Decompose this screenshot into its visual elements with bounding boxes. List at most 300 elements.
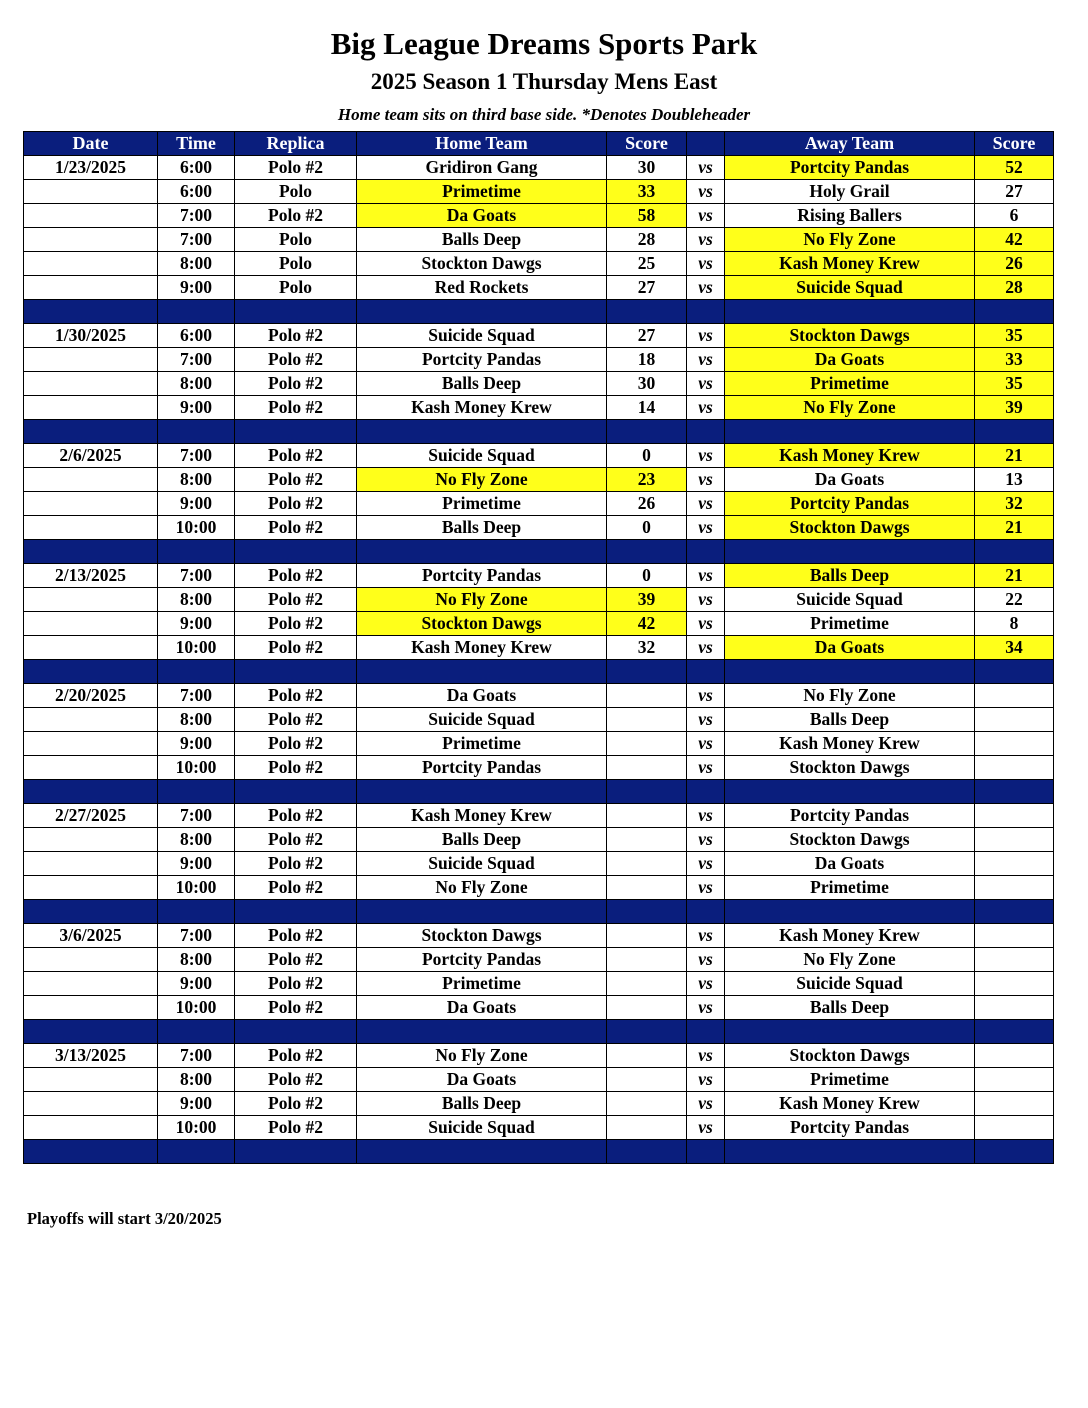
vs-label: vs	[687, 852, 725, 876]
away-score: 42	[975, 228, 1054, 252]
separator-cell	[24, 540, 158, 564]
home-team: Da Goats	[357, 684, 607, 708]
away-team: Holy Grail	[725, 180, 975, 204]
game-field: Polo	[235, 252, 357, 276]
vs-label: vs	[687, 276, 725, 300]
separator-cell	[975, 1140, 1054, 1164]
away-score	[975, 708, 1054, 732]
game-time: 9:00	[158, 972, 235, 996]
week-separator	[24, 660, 1054, 684]
vs-label: vs	[687, 444, 725, 468]
separator-cell	[687, 540, 725, 564]
separator-cell	[357, 780, 607, 804]
week-separator	[24, 900, 1054, 924]
home-score: 0	[607, 444, 687, 468]
away-score: 33	[975, 348, 1054, 372]
away-score	[975, 684, 1054, 708]
game-field: Polo #2	[235, 996, 357, 1020]
home-team: Suicide Squad	[357, 852, 607, 876]
game-row	[24, 972, 1054, 996]
game-date	[24, 732, 158, 756]
home-score	[607, 732, 687, 756]
home-score	[607, 756, 687, 780]
away-team: Portcity Pandas	[725, 804, 975, 828]
game-time: 8:00	[158, 468, 235, 492]
separator-cell	[357, 900, 607, 924]
vs-label: vs	[687, 1068, 725, 1092]
game-field: Polo #2	[235, 732, 357, 756]
away-score	[975, 756, 1054, 780]
game-date	[24, 1092, 158, 1116]
game-date	[24, 468, 158, 492]
away-team: Rising Ballers	[725, 204, 975, 228]
game-field: Polo #2	[235, 372, 357, 396]
home-team: Suicide Squad	[357, 444, 607, 468]
game-date	[24, 708, 158, 732]
col-header-home-score: Score	[607, 132, 687, 156]
separator-cell	[975, 660, 1054, 684]
game-field: Polo	[235, 228, 357, 252]
game-date: 2/6/2025	[24, 444, 158, 468]
game-row	[24, 876, 1054, 900]
playoffs-note: Playoffs will start 3/20/2025	[27, 1209, 222, 1228]
game-field: Polo #2	[235, 852, 357, 876]
vs-label: vs	[687, 1116, 725, 1140]
vs-label: vs	[687, 324, 725, 348]
vs-label: vs	[687, 588, 725, 612]
home-team: Red Rockets	[357, 276, 607, 300]
game-row	[24, 396, 1054, 420]
home-team: Da Goats	[357, 1068, 607, 1092]
away-team: Balls Deep	[725, 564, 975, 588]
away-score: 32	[975, 492, 1054, 516]
game-time: 9:00	[158, 852, 235, 876]
game-time: 8:00	[158, 828, 235, 852]
home-score	[607, 972, 687, 996]
game-time: 6:00	[158, 180, 235, 204]
week-separator	[24, 1140, 1054, 1164]
home-score	[607, 996, 687, 1020]
separator-cell	[607, 1140, 687, 1164]
vs-label: vs	[687, 372, 725, 396]
col-header-time: Time	[158, 132, 235, 156]
game-field: Polo #2	[235, 444, 357, 468]
separator-cell	[725, 1020, 975, 1044]
home-score: 27	[607, 276, 687, 300]
game-row	[24, 804, 1054, 828]
home-team: Da Goats	[357, 204, 607, 228]
game-date	[24, 852, 158, 876]
home-score	[607, 948, 687, 972]
separator-cell	[235, 420, 357, 444]
away-team: Kash Money Krew	[725, 1092, 975, 1116]
game-date	[24, 948, 158, 972]
away-team: Stockton Dawgs	[725, 756, 975, 780]
game-row	[24, 1092, 1054, 1116]
away-score: 35	[975, 324, 1054, 348]
col-header-vs	[687, 132, 725, 156]
game-field: Polo #2	[235, 564, 357, 588]
col-header-home-team: Home Team	[357, 132, 607, 156]
game-time: 9:00	[158, 732, 235, 756]
home-score	[607, 804, 687, 828]
away-team: Da Goats	[725, 348, 975, 372]
game-date	[24, 588, 158, 612]
away-team: No Fly Zone	[725, 396, 975, 420]
game-date: 1/23/2025	[24, 156, 158, 180]
separator-cell	[235, 1140, 357, 1164]
game-time: 8:00	[158, 252, 235, 276]
game-date: 3/13/2025	[24, 1044, 158, 1068]
vs-label: vs	[687, 252, 725, 276]
separator-cell	[357, 420, 607, 444]
separator-cell	[235, 780, 357, 804]
game-date: 2/20/2025	[24, 684, 158, 708]
game-field: Polo	[235, 276, 357, 300]
separator-cell	[725, 1140, 975, 1164]
away-score	[975, 1092, 1054, 1116]
away-score	[975, 924, 1054, 948]
home-team: Primetime	[357, 492, 607, 516]
home-score: 27	[607, 324, 687, 348]
game-date	[24, 372, 158, 396]
separator-cell	[975, 780, 1054, 804]
away-score: 8	[975, 612, 1054, 636]
game-time: 10:00	[158, 1116, 235, 1140]
col-header-away-team: Away Team	[725, 132, 975, 156]
game-field: Polo #2	[235, 948, 357, 972]
game-field: Polo #2	[235, 516, 357, 540]
home-score: 42	[607, 612, 687, 636]
home-score: 23	[607, 468, 687, 492]
away-team: No Fly Zone	[725, 684, 975, 708]
game-field: Polo #2	[235, 756, 357, 780]
vs-label: vs	[687, 756, 725, 780]
separator-cell	[158, 300, 235, 324]
game-time: 10:00	[158, 636, 235, 660]
game-field: Polo #2	[235, 204, 357, 228]
separator-cell	[158, 540, 235, 564]
week-separator	[24, 540, 1054, 564]
game-date	[24, 636, 158, 660]
separator-cell	[607, 420, 687, 444]
game-field: Polo #2	[235, 324, 357, 348]
game-row	[24, 204, 1054, 228]
away-score	[975, 732, 1054, 756]
game-time: 7:00	[158, 564, 235, 588]
game-date	[24, 972, 158, 996]
away-team: Kash Money Krew	[725, 252, 975, 276]
schedule-table	[23, 131, 1054, 1164]
game-row	[24, 516, 1054, 540]
away-team: Da Goats	[725, 636, 975, 660]
away-team: Primetime	[725, 612, 975, 636]
game-row	[24, 732, 1054, 756]
home-team: Suicide Squad	[357, 324, 607, 348]
game-date: 1/30/2025	[24, 324, 158, 348]
game-row	[24, 252, 1054, 276]
separator-cell	[24, 420, 158, 444]
away-team: Suicide Squad	[725, 276, 975, 300]
home-team: Gridiron Gang	[357, 156, 607, 180]
separator-cell	[235, 540, 357, 564]
away-score: 21	[975, 444, 1054, 468]
game-date	[24, 876, 158, 900]
vs-label: vs	[687, 492, 725, 516]
game-date	[24, 1116, 158, 1140]
game-row	[24, 324, 1054, 348]
separator-cell	[158, 780, 235, 804]
schedule-body	[24, 156, 1054, 1164]
separator-cell	[357, 300, 607, 324]
week-separator	[24, 780, 1054, 804]
away-score	[975, 1068, 1054, 1092]
vs-label: vs	[687, 396, 725, 420]
game-date	[24, 396, 158, 420]
home-score	[607, 924, 687, 948]
away-team: Portcity Pandas	[725, 156, 975, 180]
game-row	[24, 1116, 1054, 1140]
vs-label: vs	[687, 684, 725, 708]
home-team: Primetime	[357, 180, 607, 204]
away-team: Primetime	[725, 372, 975, 396]
game-field: Polo #2	[235, 492, 357, 516]
separator-cell	[357, 1140, 607, 1164]
home-team: Primetime	[357, 732, 607, 756]
home-team: Balls Deep	[357, 516, 607, 540]
home-score	[607, 1068, 687, 1092]
game-field: Polo #2	[235, 1092, 357, 1116]
separator-cell	[607, 1020, 687, 1044]
separator-cell	[975, 1020, 1054, 1044]
vs-label: vs	[687, 348, 725, 372]
game-field: Polo #2	[235, 396, 357, 420]
home-team: Suicide Squad	[357, 708, 607, 732]
vs-label: vs	[687, 948, 725, 972]
col-header-date: Date	[24, 132, 158, 156]
separator-cell	[607, 900, 687, 924]
separator-cell	[357, 540, 607, 564]
away-score	[975, 852, 1054, 876]
home-team: Kash Money Krew	[357, 396, 607, 420]
game-field: Polo #2	[235, 804, 357, 828]
away-team: Balls Deep	[725, 996, 975, 1020]
page-subtitle: 2025 Season 1 Thursday Mens East	[370, 69, 718, 94]
game-time: 9:00	[158, 396, 235, 420]
game-row	[24, 372, 1054, 396]
away-score	[975, 948, 1054, 972]
game-time: 9:00	[158, 612, 235, 636]
game-field: Polo #2	[235, 588, 357, 612]
game-time: 6:00	[158, 156, 235, 180]
game-time: 7:00	[158, 204, 235, 228]
vs-label: vs	[687, 516, 725, 540]
away-score: 34	[975, 636, 1054, 660]
away-score: 35	[975, 372, 1054, 396]
home-score: 30	[607, 156, 687, 180]
separator-cell	[158, 420, 235, 444]
game-field: Polo #2	[235, 708, 357, 732]
game-row	[24, 276, 1054, 300]
home-team: Da Goats	[357, 996, 607, 1020]
away-score	[975, 1044, 1054, 1068]
schedule-note: Home team sits on third base side. *Denotes Doubleheader	[337, 105, 751, 124]
vs-label: vs	[687, 636, 725, 660]
separator-cell	[725, 780, 975, 804]
game-time: 10:00	[158, 876, 235, 900]
home-team: Portcity Pandas	[357, 564, 607, 588]
away-score: 52	[975, 156, 1054, 180]
separator-cell	[725, 900, 975, 924]
away-score	[975, 972, 1054, 996]
away-score: 26	[975, 252, 1054, 276]
game-row	[24, 828, 1054, 852]
game-row	[24, 492, 1054, 516]
home-score: 58	[607, 204, 687, 228]
game-time: 10:00	[158, 516, 235, 540]
separator-cell	[687, 420, 725, 444]
col-header-replica: Replica	[235, 132, 357, 156]
game-date	[24, 180, 158, 204]
home-team: No Fly Zone	[357, 468, 607, 492]
vs-label: vs	[687, 876, 725, 900]
game-date	[24, 1068, 158, 1092]
away-score: 21	[975, 516, 1054, 540]
home-score: 0	[607, 564, 687, 588]
separator-cell	[687, 900, 725, 924]
away-team: Kash Money Krew	[725, 732, 975, 756]
game-time: 8:00	[158, 1068, 235, 1092]
separator-cell	[158, 900, 235, 924]
away-team: No Fly Zone	[725, 228, 975, 252]
separator-cell	[975, 540, 1054, 564]
vs-label: vs	[687, 564, 725, 588]
game-date	[24, 228, 158, 252]
game-date	[24, 276, 158, 300]
separator-cell	[235, 900, 357, 924]
away-score: 28	[975, 276, 1054, 300]
away-team: Primetime	[725, 1068, 975, 1092]
game-row	[24, 924, 1054, 948]
separator-cell	[24, 1020, 158, 1044]
home-score	[607, 1092, 687, 1116]
game-field: Polo #2	[235, 348, 357, 372]
separator-cell	[687, 300, 725, 324]
away-score	[975, 804, 1054, 828]
away-team: Stockton Dawgs	[725, 828, 975, 852]
home-team: Balls Deep	[357, 828, 607, 852]
game-time: 6:00	[158, 324, 235, 348]
separator-cell	[687, 660, 725, 684]
vs-label: vs	[687, 228, 725, 252]
home-score: 30	[607, 372, 687, 396]
separator-cell	[24, 300, 158, 324]
game-date	[24, 612, 158, 636]
separator-cell	[24, 660, 158, 684]
away-team: Balls Deep	[725, 708, 975, 732]
home-score	[607, 852, 687, 876]
away-team: Portcity Pandas	[725, 492, 975, 516]
vs-label: vs	[687, 180, 725, 204]
away-score: 22	[975, 588, 1054, 612]
game-time: 9:00	[158, 492, 235, 516]
game-date	[24, 492, 158, 516]
game-field: Polo #2	[235, 1044, 357, 1068]
separator-cell	[725, 540, 975, 564]
game-time: 7:00	[158, 684, 235, 708]
home-team: Portcity Pandas	[357, 348, 607, 372]
game-row	[24, 468, 1054, 492]
game-field: Polo	[235, 180, 357, 204]
game-field: Polo #2	[235, 924, 357, 948]
game-time: 7:00	[158, 924, 235, 948]
away-team: Primetime	[725, 876, 975, 900]
week-separator	[24, 300, 1054, 324]
game-field: Polo #2	[235, 1116, 357, 1140]
home-score	[607, 708, 687, 732]
home-score: 25	[607, 252, 687, 276]
game-row	[24, 156, 1054, 180]
vs-label: vs	[687, 804, 725, 828]
game-row	[24, 852, 1054, 876]
game-date	[24, 204, 158, 228]
separator-cell	[235, 300, 357, 324]
home-score: 18	[607, 348, 687, 372]
game-row	[24, 588, 1054, 612]
game-row	[24, 756, 1054, 780]
vs-label: vs	[687, 612, 725, 636]
game-row	[24, 180, 1054, 204]
game-row	[24, 228, 1054, 252]
vs-label: vs	[687, 1044, 725, 1068]
separator-cell	[357, 660, 607, 684]
away-team: No Fly Zone	[725, 948, 975, 972]
separator-cell	[975, 900, 1054, 924]
vs-label: vs	[687, 972, 725, 996]
separator-cell	[158, 1020, 235, 1044]
game-date	[24, 756, 158, 780]
vs-label: vs	[687, 924, 725, 948]
home-score: 28	[607, 228, 687, 252]
separator-cell	[975, 420, 1054, 444]
game-date	[24, 516, 158, 540]
away-score: 39	[975, 396, 1054, 420]
game-time: 10:00	[158, 756, 235, 780]
home-team: No Fly Zone	[357, 1044, 607, 1068]
game-time: 9:00	[158, 276, 235, 300]
game-field: Polo #2	[235, 468, 357, 492]
separator-cell	[725, 300, 975, 324]
away-team: Kash Money Krew	[725, 924, 975, 948]
away-team: Da Goats	[725, 468, 975, 492]
vs-label: vs	[687, 732, 725, 756]
separator-cell	[24, 780, 158, 804]
vs-label: vs	[687, 828, 725, 852]
game-field: Polo #2	[235, 1068, 357, 1092]
table-header-row	[24, 132, 1054, 156]
away-score: 13	[975, 468, 1054, 492]
home-team: Balls Deep	[357, 228, 607, 252]
away-team: Suicide Squad	[725, 972, 975, 996]
game-row	[24, 948, 1054, 972]
separator-cell	[607, 540, 687, 564]
away-team: Stockton Dawgs	[725, 324, 975, 348]
game-time: 8:00	[158, 708, 235, 732]
separator-cell	[607, 300, 687, 324]
game-time: 10:00	[158, 996, 235, 1020]
home-team: Kash Money Krew	[357, 804, 607, 828]
vs-label: vs	[687, 996, 725, 1020]
